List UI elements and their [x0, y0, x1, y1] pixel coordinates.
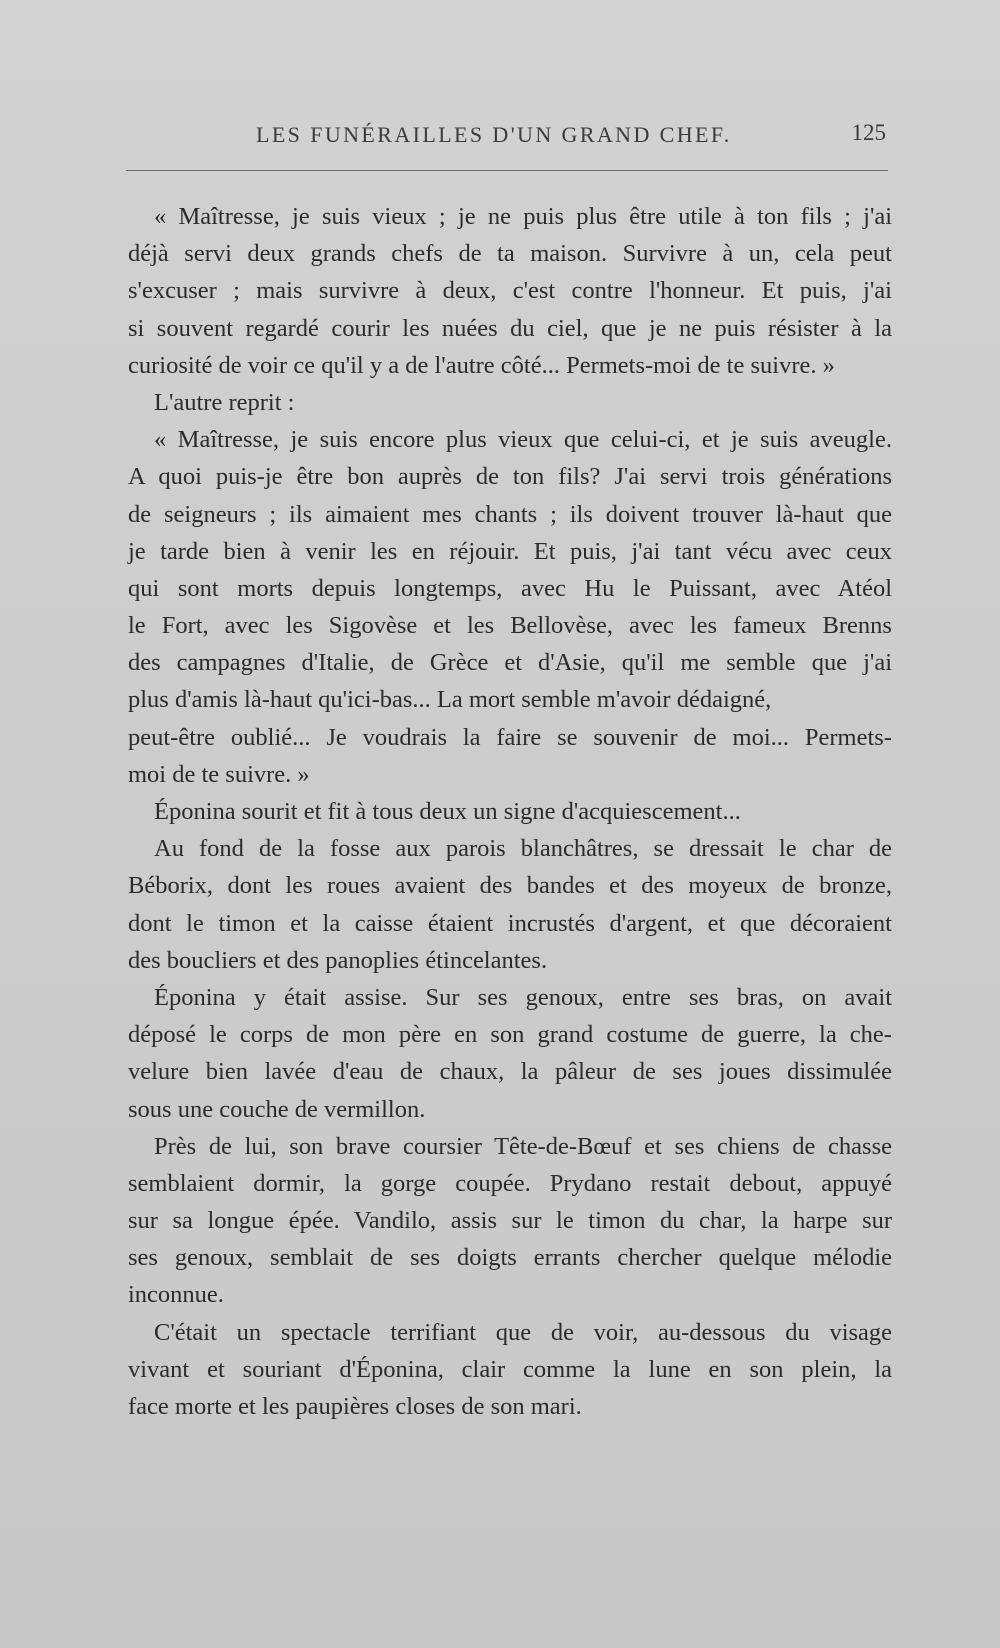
- text-line: de seigneurs ; ils aimaient mes chants ; ils doivent trouver là-haut que: [128, 500, 892, 528]
- text-line: des boucliers et des panoplies étincelantes.: [128, 946, 548, 974]
- text-line: curiosité de voir ce qu'il y a de l'autre côté... Permets-moi de te suivre. »: [128, 351, 835, 379]
- text-line: L'autre reprit :: [154, 388, 295, 416]
- text-line: déjà servi deux grands chefs de ta maison. Survivre à un, cela peut: [128, 240, 892, 268]
- text-line: des campagnes d'Italie, de Grèce et d'Asie, qu'il me semble que j'ai: [128, 649, 892, 677]
- text-line: vivant et souriant d'Éponina, clair comme la lune en son plein, la: [128, 1355, 893, 1383]
- text-line: déposé le corps de mon père en son grand costume de guerre, la che-: [128, 1021, 892, 1049]
- text-line: plus d'amis là-haut qu'ici-bas... La mort semble m'avoir dédaigné,: [128, 686, 772, 714]
- text-line: semblaient dormir, la gorge coupée. Prydano restait debout, appuyé: [128, 1169, 892, 1197]
- text-line: dont le timon et la caisse étaient incrustés d'argent, et que décoraient: [128, 909, 892, 937]
- text-line: A quoi puis-je être bon auprès de ton fils? J'ai servi trois générations: [128, 463, 893, 491]
- text-line: inconnue.: [128, 1281, 224, 1309]
- text-line: je tarde bien à venir les en réjouir. Et puis, j'ai tant vécu avec ceux: [128, 537, 893, 565]
- page-number: 125: [851, 120, 886, 145]
- text-line: Béborix, dont les roues avaient des bandes et des moyeux de bronze,: [128, 872, 892, 900]
- text-line: face morte et les paupières closes de son mari.: [128, 1393, 582, 1420]
- body-text: [128, 198, 892, 1425]
- text-line: « Maîtresse, je suis encore plus vieux que celui-ci, et je suis aveugle.: [154, 426, 892, 454]
- text-line: si souvent regardé courir les nuées du ciel, que je ne puis résister à la: [128, 314, 893, 342]
- text-line: « Maîtresse, je suis vieux ; je ne puis plus être utile à ton fils ; j'ai: [154, 203, 893, 230]
- page-header: [126, 118, 886, 158]
- text-line: peut-être oublié... Je voudrais la faire se souvenir de moi... Permets-: [128, 723, 892, 751]
- header-rule: [126, 170, 888, 171]
- running-title: LES FUNÉRAILLES D'UN GRAND CHEF.: [256, 122, 732, 147]
- text-line: C'était un spectacle terrifiant que de voir, au-dessous du visage: [154, 1318, 893, 1346]
- text-line: qui sont morts depuis longtemps, avec Hu le Puissant, avec Atéol: [128, 574, 893, 602]
- text-line: s'excuser ; mais survivre à deux, c'est contre l'honneur. Et puis, j'ai: [128, 277, 892, 305]
- text-line: velure bien lavée d'eau de chaux, la pâleur de ses joues dissimulée: [128, 1058, 892, 1086]
- text-line: sous une couche de vermillon.: [128, 1095, 426, 1123]
- text-line: sur sa longue épée. Vandilo, assis sur le timon du char, la harpe sur: [128, 1207, 893, 1235]
- text-line: Éponina y était assise. Sur ses genoux, entre ses bras, on avait: [154, 983, 893, 1011]
- text-line: moi de te suivre. »: [128, 760, 310, 788]
- text-line: Éponina sourit et fit à tous deux un signe d'acquiescement...: [154, 798, 741, 825]
- text-line: le Fort, avec les Sigovèse et les Bellovèse, avec les fameux Brenns: [128, 612, 892, 640]
- text-line: Près de lui, son brave coursier Tête-de-Bœuf et ses chiens de chasse: [154, 1132, 892, 1160]
- text-line: Au fond de la fosse aux parois blanchâtres, se dressait le char de: [154, 835, 893, 863]
- text-line: ses genoux, semblait de ses doigts errants chercher quelque mélodie: [128, 1244, 893, 1272]
